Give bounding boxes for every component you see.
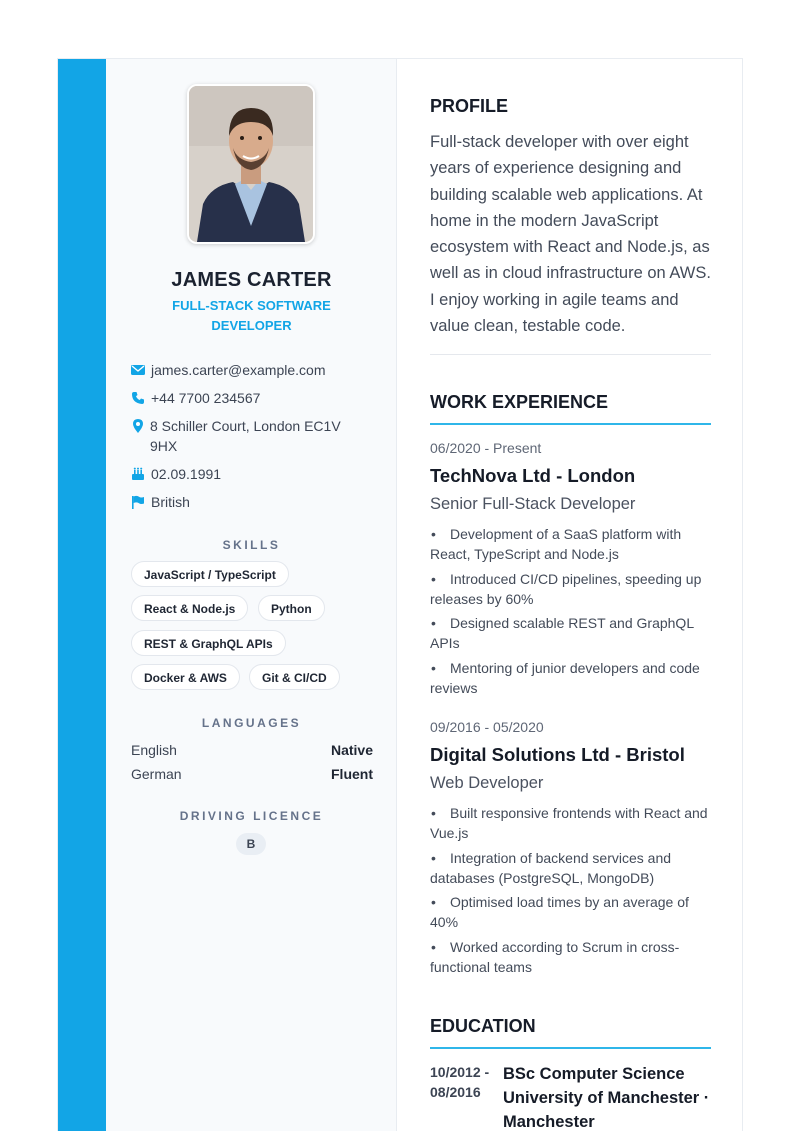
skill-chip: Docker & AWS xyxy=(131,664,240,690)
language-name: German xyxy=(131,766,182,782)
list-item: • Designed scalable REST and GraphQL APIs xyxy=(430,615,694,652)
resume-page xyxy=(57,58,743,1131)
list-item: • Development of a SaaS platform with React, TypeScript and Node.js xyxy=(430,526,682,563)
heading-rule xyxy=(430,423,711,425)
list-item: • Integration of backend services and databases (PostgreSQL, MongoDB) xyxy=(430,849,672,886)
skills-heading: SKILLS xyxy=(222,538,281,552)
bullet-text: Designed scalable REST and GraphQL APIs xyxy=(430,615,694,652)
profile-heading: PROFILE xyxy=(430,96,509,116)
divider xyxy=(430,354,711,355)
language-name: English xyxy=(131,742,177,758)
skill-chip: JavaScript / TypeScript xyxy=(131,561,289,587)
bullet-text: Mentoring of junior developers and code reviews xyxy=(430,659,700,697)
heading-rule xyxy=(430,1047,711,1049)
job-company: Digital Solutions Ltd - Bristol xyxy=(430,744,685,765)
list-item: • Optimised load times by an average of 40% xyxy=(430,894,689,931)
job-entry xyxy=(430,438,715,702)
portrait-image xyxy=(189,86,313,242)
licence-badge: B xyxy=(236,833,266,855)
skill-chip: Git & CI/CD xyxy=(249,664,340,690)
bullet-text: Worked according to Scrum in cross-functional teams xyxy=(430,938,680,976)
education-heading: EDUCATION xyxy=(430,1016,536,1036)
contact-birthdate-text: 02.09.1991 xyxy=(151,466,222,482)
profile-photo xyxy=(187,84,315,244)
bullet-text: Optimised load times by an average of 40% xyxy=(430,894,689,931)
bullet-text: Introduced CI/CD pipelines, speeding up releases by 60% xyxy=(430,570,702,607)
bullet-text: Development of a SaaS platform with React, TypeScript and Node.js xyxy=(430,526,682,563)
job-entry xyxy=(430,717,715,981)
profile-text: Full-stack developer with over eight years of experience designing and building scalable web applications. At home in the modern JavaScript ecosystem with React and Node.js, as well as in cloud infrastructure on AWS. I enjoy working in agile teams and value clean, testable code. xyxy=(430,133,711,336)
sidebar xyxy=(106,59,397,1131)
list-item: • Built responsive frontends with React and Vue.js xyxy=(430,805,708,842)
birthday-cake-icon xyxy=(131,467,145,481)
language-level: Fluent xyxy=(331,766,373,782)
flag-icon xyxy=(131,495,145,509)
job-bullets xyxy=(430,803,715,977)
job-company: TechNova Ltd - London xyxy=(430,465,636,486)
accent-bar xyxy=(58,59,106,1131)
experience-heading: WORK EXPERIENCE xyxy=(430,392,609,412)
skill-chip: React & Node.js xyxy=(131,595,248,621)
job-date: 09/2016 - 05/2020 xyxy=(430,719,544,735)
bullet-text: Built responsive frontends with React and Vue.js xyxy=(430,805,708,842)
contact-nationality-text: British xyxy=(151,494,190,510)
job-role: Senior Full-Stack Developer xyxy=(430,495,636,513)
education-period: 10/2012 - 08/2016 xyxy=(430,1064,490,1100)
licence-heading: DRIVING LICENCE xyxy=(179,809,324,823)
contact-email-text: james.carter@example.com xyxy=(151,362,326,378)
person-title: FULL-STACK SOFTWARE DEVELOPER xyxy=(172,298,331,333)
language-level: Native xyxy=(330,742,373,758)
map-pin-icon xyxy=(131,419,145,433)
main-content xyxy=(397,59,743,1131)
list-item: • Introduced CI/CD pipelines, speeding up releases by 60% xyxy=(430,570,702,607)
job-role: Web Developer xyxy=(430,774,544,792)
skill-chip: Python xyxy=(258,595,325,621)
languages-heading: LANGUAGES xyxy=(201,716,302,730)
list-item: • Worked according to Scrum in cross-functional teams xyxy=(430,938,680,976)
person-name: JAMES CARTER xyxy=(171,269,332,291)
contact-phone-text: +44 7700 234567 xyxy=(151,390,261,406)
job-date: 06/2020 - Present xyxy=(430,440,542,456)
education-degree: BSc Computer Science University of Manchester · Manchester xyxy=(503,1065,710,1131)
phone-icon xyxy=(131,391,145,405)
bullet-text: Integration of backend services and databases (PostgreSQL, MongoDB) xyxy=(430,849,672,886)
contact-address-text: 8 Schiller Court, London EC1V 9HX xyxy=(150,418,341,454)
list-item: • Mentoring of junior developers and code reviews xyxy=(430,659,700,697)
job-bullets xyxy=(430,524,715,698)
skill-chip: REST & GraphQL APIs xyxy=(131,630,286,656)
envelope-icon xyxy=(131,363,145,377)
